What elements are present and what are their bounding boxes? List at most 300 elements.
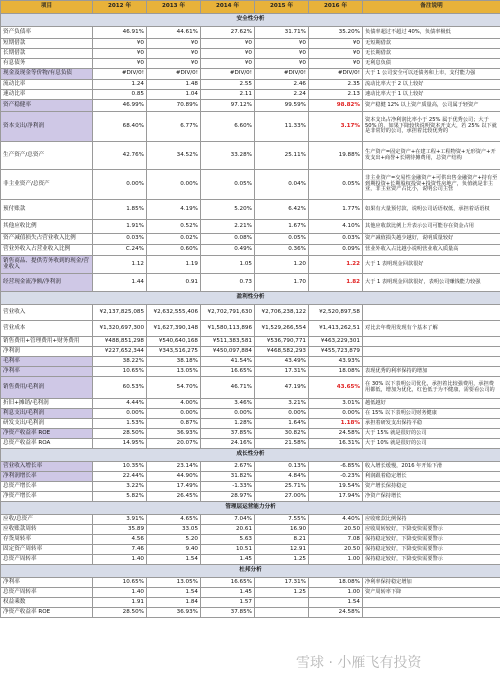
- row-note: 承担着研发支出保持平稳: [363, 419, 500, 429]
- value-cell-2015: 17.31%: [255, 367, 309, 377]
- value-cell-2012: ¥488,851,298: [93, 337, 147, 347]
- value-cell-2014: 46.71%: [201, 377, 255, 399]
- value-cell-2015: 3.21%: [255, 399, 309, 409]
- value-cell-2013: 0.60%: [147, 245, 201, 256]
- row-note: [363, 598, 500, 608]
- table-row: [1, 472, 500, 482]
- value-cell-2012: #DIV/0!: [93, 69, 147, 80]
- table-row: [1, 337, 500, 347]
- value-cell-2012: 42.76%: [93, 142, 147, 170]
- value-cell-2016: 0.05%: [309, 170, 363, 200]
- value-cell-2016: ¥0: [309, 59, 363, 69]
- row-note: [363, 347, 500, 357]
- value-cell-2016: 1.00: [309, 588, 363, 598]
- value-cell-2014: 0.73: [201, 274, 255, 292]
- value-cell-2015: ¥2,706,238,122: [255, 305, 309, 321]
- row-note: 资产稳健 12% 以上资产质量高，公司属于轻资产: [363, 100, 500, 112]
- value-cell-2014: 33.28%: [201, 142, 255, 170]
- header-note: 备注说明: [363, 1, 500, 14]
- value-cell-2015: 7.55%: [255, 515, 309, 525]
- value-cell-2016: 0.03%: [309, 234, 363, 245]
- value-cell-2016: 2.13: [309, 90, 363, 100]
- value-cell-2016: 20.50: [309, 545, 363, 555]
- value-cell-2016: 2.35: [309, 80, 363, 90]
- value-cell-2012: 22.44%: [93, 472, 147, 482]
- value-cell-2012: 1.40: [93, 588, 147, 598]
- value-cell-2014: 1.45: [201, 588, 255, 598]
- value-cell-2012: 1.53%: [93, 419, 147, 429]
- row-note: 流动比率大于 2 以上较好: [363, 80, 500, 90]
- value-cell-2013: 38.18%: [147, 357, 201, 367]
- row-note: 大于 1 表明现金回款很好: [363, 256, 500, 274]
- row-note: 应收周转较好，下降变快需要警示: [363, 525, 500, 535]
- value-cell-2013: 23.14%: [147, 462, 201, 472]
- value-cell-2014: 1.28%: [201, 419, 255, 429]
- row-label: 总资产周转率: [1, 588, 93, 598]
- value-cell-2013: 13.05%: [147, 367, 201, 377]
- value-cell-2012: 28.50%: [93, 429, 147, 439]
- row-note: 资产周转率下降: [363, 588, 500, 598]
- value-cell-2012: 14.95%: [93, 439, 147, 449]
- table-row: [1, 274, 500, 292]
- value-cell-2014: 0.08%: [201, 234, 255, 245]
- value-cell-2015: 0.05%: [255, 234, 309, 245]
- value-cell-2015: ¥1,529,266,554: [255, 321, 309, 337]
- value-cell-2013: 1.19: [147, 256, 201, 274]
- value-cell-2012: 46.91%: [93, 27, 147, 39]
- value-cell-2012: 0.85: [93, 90, 147, 100]
- row-label: 营业收入: [1, 305, 93, 321]
- row-note: 收入增长缓慢，2016 年开始下滑: [363, 462, 500, 472]
- table-row: [1, 492, 500, 502]
- table-row: [1, 90, 500, 100]
- value-cell-2015: [255, 598, 309, 608]
- value-cell-2013: ¥343,516,275: [147, 347, 201, 357]
- value-cell-2015: ¥0: [255, 39, 309, 49]
- value-cell-2012: 4.44%: [93, 399, 147, 409]
- value-cell-2016: 0.09%: [309, 245, 363, 256]
- value-cell-2015: 99.59%: [255, 100, 309, 112]
- row-label: 净资产收益率 ROE: [1, 608, 93, 618]
- table-row: [1, 39, 500, 49]
- value-cell-2012: ¥0: [93, 49, 147, 59]
- value-cell-2012: 68.40%: [93, 112, 147, 142]
- table-row: [1, 347, 500, 357]
- value-cell-2013: 1.54: [147, 555, 201, 565]
- value-cell-2013: 36.93%: [147, 429, 201, 439]
- value-cell-2016: 1.18%: [309, 419, 363, 429]
- table-row: [1, 555, 500, 565]
- value-cell-2013: 0.52%: [147, 220, 201, 234]
- row-note: 大于 10% 就是很好的公司: [363, 439, 500, 449]
- value-cell-2013: ¥0: [147, 49, 201, 59]
- table-row: [1, 234, 500, 245]
- value-cell-2016: ¥1,413,262,51: [309, 321, 363, 337]
- value-cell-2013: 13.05%: [147, 578, 201, 588]
- value-cell-2014: 2.55: [201, 80, 255, 90]
- table-row: [1, 200, 500, 220]
- value-cell-2014: 2.11: [201, 90, 255, 100]
- header-2013: 2013 年: [147, 1, 201, 14]
- value-cell-2013: 9.40: [147, 545, 201, 555]
- table-row: [1, 588, 500, 598]
- row-note: 大于 1 公司安全可以还债务和上市，支付能力强: [363, 69, 500, 80]
- table-row: [1, 49, 500, 59]
- value-cell-2014: 0.00%: [201, 409, 255, 419]
- header-row: [1, 1, 500, 14]
- value-cell-2012: 1.12: [93, 256, 147, 274]
- value-cell-2012: 28.50%: [93, 608, 147, 618]
- value-cell-2013: 1.04: [147, 90, 201, 100]
- value-cell-2015: 16.90: [255, 525, 309, 535]
- value-cell-2012: 5.82%: [93, 492, 147, 502]
- value-cell-2014: 2.21%: [201, 220, 255, 234]
- row-label: 净利润增长率: [1, 472, 93, 482]
- value-cell-2015: 1.25: [255, 588, 309, 598]
- value-cell-2014: 7.04%: [201, 515, 255, 525]
- value-cell-2012: ¥227,652,344: [93, 347, 147, 357]
- row-label: 总资产周转率: [1, 555, 93, 565]
- row-note: 如果有大量预付款，说明公司话语权低，承担着话语权: [363, 200, 500, 220]
- row-label: 毛利率: [1, 357, 93, 367]
- value-cell-2013: 20.07%: [147, 439, 201, 449]
- value-cell-2012: ¥1,320,697,300: [93, 321, 147, 337]
- value-cell-2014: 16.65%: [201, 578, 255, 588]
- value-cell-2016: 3.01%: [309, 399, 363, 409]
- row-label: 净利润: [1, 347, 93, 357]
- value-cell-2015: 11.33%: [255, 112, 309, 142]
- row-label: 经营现金流净额/净利润: [1, 274, 93, 292]
- value-cell-2014: 1.45: [201, 555, 255, 565]
- value-cell-2013: 54.70%: [147, 377, 201, 399]
- value-cell-2013: ¥0: [147, 39, 201, 49]
- value-cell-2013: 0.91: [147, 274, 201, 292]
- table-row: [1, 305, 500, 321]
- header-2014: 2014 年: [201, 1, 255, 14]
- value-cell-2014: 37.85%: [201, 608, 255, 618]
- value-cell-2014: 37.85%: [201, 429, 255, 439]
- value-cell-2014: 24.16%: [201, 439, 255, 449]
- row-note: 无短期借款: [363, 39, 500, 49]
- value-cell-2016: ¥463,229,301: [309, 337, 363, 347]
- value-cell-2016: 0.00%: [309, 409, 363, 419]
- value-cell-2012: 3.91%: [93, 515, 147, 525]
- row-note: [363, 337, 500, 347]
- table-row: [1, 170, 500, 200]
- value-cell-2012: 46.99%: [93, 100, 147, 112]
- value-cell-2015: 2.24: [255, 90, 309, 100]
- value-cell-2013: 0.02%: [147, 234, 201, 245]
- table-row: [1, 419, 500, 429]
- value-cell-2015: ¥0: [255, 59, 309, 69]
- table-row: [1, 245, 500, 256]
- value-cell-2016: -6.85%: [309, 462, 363, 472]
- value-cell-2012: C.24%: [93, 245, 147, 256]
- value-cell-2016: 18.08%: [309, 578, 363, 588]
- value-cell-2016: 98.82%: [309, 100, 363, 112]
- value-cell-2013: 4.65%: [147, 515, 201, 525]
- value-cell-2015: #DIV/0!: [255, 69, 309, 80]
- table-row: [1, 112, 500, 142]
- value-cell-2014: 28.97%: [201, 492, 255, 502]
- value-cell-2012: 38.22%: [93, 357, 147, 367]
- value-cell-2016: ¥0: [309, 49, 363, 59]
- value-cell-2015: 1.64%: [255, 419, 309, 429]
- value-cell-2015: 17.31%: [255, 578, 309, 588]
- table-row: [1, 69, 500, 80]
- value-cell-2015: 25.71%: [255, 482, 309, 492]
- row-note: 无利息负债: [363, 59, 500, 69]
- table-row: [1, 608, 500, 618]
- row-note: 生产资产=固定资产+在建工程+工程物资+无形资产+开发支出+商誉+长期待摊费用，总资产结构: [363, 142, 500, 170]
- table-row: [1, 525, 500, 535]
- value-cell-2013: 33.05: [147, 525, 201, 535]
- row-note: 在 15% 以下表明公司财务健康: [363, 409, 500, 419]
- value-cell-2015: 0.36%: [255, 245, 309, 256]
- value-cell-2015: ¥536,790,771: [255, 337, 309, 347]
- value-cell-2016: 18.08%: [309, 367, 363, 377]
- row-note: 无长期借款: [363, 49, 500, 59]
- table-row: [1, 515, 500, 525]
- value-cell-2015: 31.71%: [255, 27, 309, 39]
- row-note: [363, 608, 500, 618]
- table-row: [1, 321, 500, 337]
- row-label: 总资产收益率 ROA: [1, 439, 93, 449]
- value-cell-2013: 4.19%: [147, 200, 201, 220]
- value-cell-2013: 17.49%: [147, 482, 201, 492]
- value-cell-2012: 1.85%: [93, 200, 147, 220]
- table-row: [1, 59, 500, 69]
- value-cell-2014: 10.51: [201, 545, 255, 555]
- value-cell-2014: 16.65%: [201, 367, 255, 377]
- value-cell-2012: 3.22%: [93, 482, 147, 492]
- row-label: 现金及现金等价物/有息负债: [1, 69, 93, 80]
- value-cell-2013: 0.00%: [147, 409, 201, 419]
- value-cell-2016: ¥455,723,879: [309, 347, 363, 357]
- table-row: [1, 256, 500, 274]
- value-cell-2014: 5.63: [201, 535, 255, 545]
- row-note: 保持稳定较好，下降变快需要警示: [363, 555, 500, 565]
- value-cell-2016: 19.88%: [309, 142, 363, 170]
- value-cell-2015: 2.46: [255, 80, 309, 90]
- row-label: 净资产增长率: [1, 492, 93, 502]
- value-cell-2012: 4.56: [93, 535, 147, 545]
- value-cell-2014: 0.05%: [201, 170, 255, 200]
- value-cell-2015: 43.49%: [255, 357, 309, 367]
- value-cell-2013: 44.61%: [147, 27, 201, 39]
- value-cell-2013: 5.20: [147, 535, 201, 545]
- row-note: 保持稳定较好，下降变快需要警示: [363, 545, 500, 555]
- row-note: 保持稳定较好，下降变快需要警示: [363, 535, 500, 545]
- value-cell-2013: 6.77%: [147, 112, 201, 142]
- value-cell-2012: 35.89: [93, 525, 147, 535]
- section-title: 安全性分析: [1, 14, 500, 27]
- value-cell-2014: 41.54%: [201, 357, 255, 367]
- row-label: 销售费用+管理费用+财务费用: [1, 337, 93, 347]
- value-cell-2012: 1.40: [93, 555, 147, 565]
- value-cell-2012: ¥0: [93, 59, 147, 69]
- value-cell-2016: #DIV/0!: [309, 69, 363, 80]
- value-cell-2016: 7.08: [309, 535, 363, 545]
- value-cell-2016: 24.58%: [309, 608, 363, 618]
- value-cell-2015: 6.42%: [255, 200, 309, 220]
- row-label: 应收/总资产: [1, 515, 93, 525]
- value-cell-2016: 35.20%: [309, 27, 363, 39]
- value-cell-2016: 4.10%: [309, 220, 363, 234]
- value-cell-2014: 27.62%: [201, 27, 255, 39]
- row-note: [363, 357, 500, 367]
- value-cell-2015: 21.58%: [255, 439, 309, 449]
- value-cell-2014: ¥511,383,581: [201, 337, 255, 347]
- value-cell-2016: 43.93%: [309, 357, 363, 367]
- value-cell-2016: 1.22: [309, 256, 363, 274]
- row-label: 净利率: [1, 578, 93, 588]
- value-cell-2012: 0.00%: [93, 409, 147, 419]
- table-row: [1, 545, 500, 555]
- value-cell-2015: 4.84%: [255, 472, 309, 482]
- row-label: 资产稳健率: [1, 100, 93, 112]
- row-label: 长期借款: [1, 49, 93, 59]
- table-row: [1, 377, 500, 399]
- value-cell-2014: ¥0: [201, 59, 255, 69]
- table-row: [1, 535, 500, 545]
- row-note: 资本支出占净利润比率小于 25% 属于优秀公司；大于 50% 的，如果下降较快说明资本开支大，若 25% 以下就是非常好的公司，承担着比较优秀的: [363, 112, 500, 142]
- value-cell-2014: 5.20%: [201, 200, 255, 220]
- value-cell-2013: 26.45%: [147, 492, 201, 502]
- value-cell-2016: 24.58%: [309, 429, 363, 439]
- value-cell-2013: ¥2,632,555,406: [147, 305, 201, 321]
- value-cell-2014: 0.49%: [201, 245, 255, 256]
- value-cell-2012: 10.65%: [93, 578, 147, 588]
- table-row: [1, 462, 500, 472]
- value-cell-2016: 19.54%: [309, 482, 363, 492]
- table-row: [1, 367, 500, 377]
- row-note: 大于 1 表明现金回款很好，表明公司赚钱能力较强: [363, 274, 500, 292]
- value-cell-2016: 4.40%: [309, 515, 363, 525]
- section-title: 杜邦分析: [1, 565, 500, 578]
- value-cell-2014: ¥450,097,884: [201, 347, 255, 357]
- value-cell-2013: 0.00%: [147, 170, 201, 200]
- table-row: [1, 578, 500, 588]
- value-cell-2014: 31.82%: [201, 472, 255, 482]
- value-cell-2016: 20.50: [309, 525, 363, 535]
- value-cell-2016: 1.54: [309, 598, 363, 608]
- value-cell-2016: ¥2,520,897,58: [309, 305, 363, 321]
- value-cell-2014: 2.67%: [201, 462, 255, 472]
- value-cell-2016: 1.82: [309, 274, 363, 292]
- value-cell-2015: 30.82%: [255, 429, 309, 439]
- value-cell-2015: 1.70: [255, 274, 309, 292]
- value-cell-2013: 4.00%: [147, 399, 201, 409]
- row-note: 表现优秀的利率保持的增加: [363, 367, 500, 377]
- value-cell-2012: 10.35%: [93, 462, 147, 472]
- value-cell-2015: [255, 608, 309, 618]
- value-cell-2014: 6.60%: [201, 112, 255, 142]
- row-label: 权益乘数: [1, 598, 93, 608]
- section-header: [1, 565, 500, 578]
- value-cell-2014: 3.46%: [201, 399, 255, 409]
- value-cell-2013: 0.87%: [147, 419, 201, 429]
- row-note: 应收账款比例保持: [363, 515, 500, 525]
- row-note: 非主业资产=交易性金融资产+可供出售金融资产+持有至到期投资+长期股权投资+投资性房地产，负值就是非主业，非主业资产占比小，说明公司主营: [363, 170, 500, 200]
- section-title: 管理层运营能力分析: [1, 502, 500, 515]
- section-header: [1, 292, 500, 305]
- row-label: 资产减值损失占营业收入比例: [1, 234, 93, 245]
- value-cell-2015: 27.00%: [255, 492, 309, 502]
- value-cell-2014: ¥0: [201, 49, 255, 59]
- section-title: 成长性分析: [1, 449, 500, 462]
- row-label: 生产资产/总资产: [1, 142, 93, 170]
- row-note: 在 30% 以下表明公司优化，承担着比较强费用，承担费用都低，增加为优化，红色低于为不健康，需要看公司的: [363, 377, 500, 399]
- value-cell-2014: 1.05: [201, 256, 255, 274]
- row-label: 营业收入增长率: [1, 462, 93, 472]
- value-cell-2015: 25.11%: [255, 142, 309, 170]
- value-cell-2015: ¥0: [255, 49, 309, 59]
- row-note: 速动比率大于 1 以上较好: [363, 90, 500, 100]
- row-note: 其他应收款比例上升表示公司可能存在资金占用: [363, 220, 500, 234]
- row-label: 资本支出/净利润: [1, 112, 93, 142]
- row-note: 净资产保持增长: [363, 492, 500, 502]
- row-label: 预付账款: [1, 200, 93, 220]
- table-row: [1, 598, 500, 608]
- header-item: 项目: [1, 1, 93, 14]
- value-cell-2013: 34.52%: [147, 142, 201, 170]
- value-cell-2014: -1.33%: [201, 482, 255, 492]
- value-cell-2012: 60.53%: [93, 377, 147, 399]
- section-title: 盈利性分析: [1, 292, 500, 305]
- row-note: 资产减值损失越少越好，说明质量较好: [363, 234, 500, 245]
- header-2016: 2016 年: [309, 1, 363, 14]
- value-cell-2015: 0.00%: [255, 409, 309, 419]
- table-row: [1, 100, 500, 112]
- value-cell-2012: 0.00%: [93, 170, 147, 200]
- value-cell-2012: 1.91%: [93, 220, 147, 234]
- section-header: [1, 502, 500, 515]
- value-cell-2013: 1.48: [147, 80, 201, 90]
- row-note: 越低越好: [363, 399, 500, 409]
- value-cell-2012: 10.65%: [93, 367, 147, 377]
- value-cell-2013: 36.93%: [147, 608, 201, 618]
- value-cell-2013: #DIV/0!: [147, 69, 201, 80]
- table-row: [1, 220, 500, 234]
- row-label: 固定资产周转率: [1, 545, 93, 555]
- row-note: 资产增长保持稳定: [363, 482, 500, 492]
- row-label: 利息支出/毛利润: [1, 409, 93, 419]
- value-cell-2016: 1.77%: [309, 200, 363, 220]
- value-cell-2012: ¥0: [93, 39, 147, 49]
- value-cell-2013: 70.89%: [147, 100, 201, 112]
- row-label: 研发支出/毛利润: [1, 419, 93, 429]
- table-row: [1, 27, 500, 39]
- table-row: [1, 399, 500, 409]
- value-cell-2013: ¥1,627,390,148: [147, 321, 201, 337]
- value-cell-2015: 0.13%: [255, 462, 309, 472]
- value-cell-2013: 1.84: [147, 598, 201, 608]
- row-label: 短期借款: [1, 39, 93, 49]
- row-label: 净资产收益率 ROE: [1, 429, 93, 439]
- value-cell-2014: ¥0: [201, 39, 255, 49]
- value-cell-2016: ¥0: [309, 39, 363, 49]
- row-note: 大于 15% 就是很好的公司: [363, 429, 500, 439]
- value-cell-2014: 97.12%: [201, 100, 255, 112]
- section-header: [1, 449, 500, 462]
- table-row: [1, 439, 500, 449]
- value-cell-2012: 0.03%: [93, 234, 147, 245]
- row-note: 利润跟着稳定增长: [363, 472, 500, 482]
- row-label: 流动比率: [1, 80, 93, 90]
- value-cell-2015: 1.67%: [255, 220, 309, 234]
- value-cell-2012: 7.46: [93, 545, 147, 555]
